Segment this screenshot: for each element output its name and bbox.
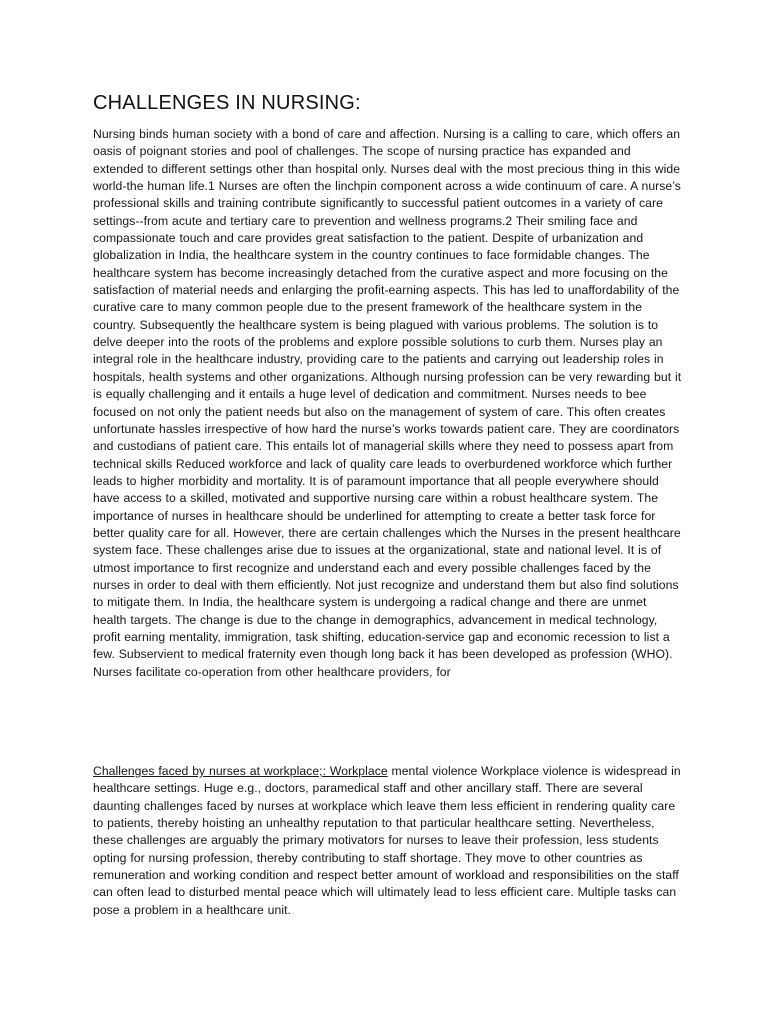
section-heading: Challenges faced by nurses at workplace;: Workplace	[93, 764, 388, 778]
intro-paragraph: Nursing binds human society with a bond of care and affection. Nursing is a calling to care, which offers an oasis of poignant stories and pool of challenges. The scope of nursing practice has expanded and extended to different settings other than hospital only. Nurses deal with the most precious thing in this wide world-the human life.1 Nurses are often the linchpin component across a wide continuum of care. A nurse’s professional skills and training contribute significantly to successful patient outcomes in a variety of care settings--from acute and tertiary care to prevention and wellness programs.2 Their smiling face and compassionate touch and care provides great satisfaction to the patient. Despite of urbanization and globalization in India, the healthcare system in the country continues to face formidable changes. The healthcare system has become increasingly detached from the curative aspect and more focusing on the satisfaction of material needs and enlarging the profit-earning aspects. This has led to unaffordability of the curative care to many common people due to the present framework of the healthcare system in the country. Subsequently the healthcare system is being plagued with various problems. The solution is to delve deeper into the roots of the problems and explore possible solutions to curb them. Nurses play an integral role in the healthcare industry, providing care to the patients and carrying out leadership roles in hospitals, health systems and other organizations. Although nursing profession can be very rewarding but it is equally challenging and it entails a huge level of dedication and commitment. Nurses needs to bee focused on not only the patient needs but also on the management of system of care. This often creates unfortunate hassles irrespective of how hard the nurse’s works towards patient care. They are coordinators and custodians of patient care. This entails lot of managerial skills where they need to possess apart from technical skills Reduced workforce and lack of quality care leads to overburdened workforce which further leads to higher morbidity and mortality. It is of paramount importance that all people everywhere should have access to a skilled, motivated and supportive nursing care within a robust healthcare system. The importance of nurses in healthcare should be underlined for attempting to create a better task force for better quality care for all. However, there are certain challenges which the Nurses in the present healthcare system face. These challenges arise due to issues at the organizational, state and national level. It is of utmost importance to first recognize and understand each and every possible challenges faced by the nurses in order to deal with them efficiently. Not just recognize and understand them but also find solutions to mitigate them. In India, the healthcare system is undergoing a radical change and there are unmet health targets. The change is due to the change in demographics, advancement in medical technology, profit earning mentality, immigration, task shifting, education-service gap and economic recession to list a few. Subservient to medical fraternity even though long back it has been developed as profession (WHO). Nurses facilitate co-operation from other healthcare providers, for	[93, 127, 682, 679]
document-title: CHALLENGES IN NURSING:	[93, 92, 361, 114]
workplace-paragraph	[93, 763, 683, 919]
workplace-paragraph-text: mental violence Workplace violence is widespread in healthcare settings. Huge e.g., doctors, paramedical staff and other ancillary staff. There are several daunting challenges faced by nurses at workplace which leave them less efficient in rendering quality care to patients, thereby hoisting an unhealthy reputation to that particular healthcare setting. Nevertheless, these challenges are arguably the primary motivators for nurses to leave their profession, less students opting for nursing profession, thereby contributing to staff shortage. They move to other countries as remuneration and working condition and respect better amount of workload and responsibilities on the staff can often lead to disturbed mental peace which will ultimately lead to less efficient care. Multiple tasks can pose a problem in a healthcare unit.	[93, 764, 681, 917]
